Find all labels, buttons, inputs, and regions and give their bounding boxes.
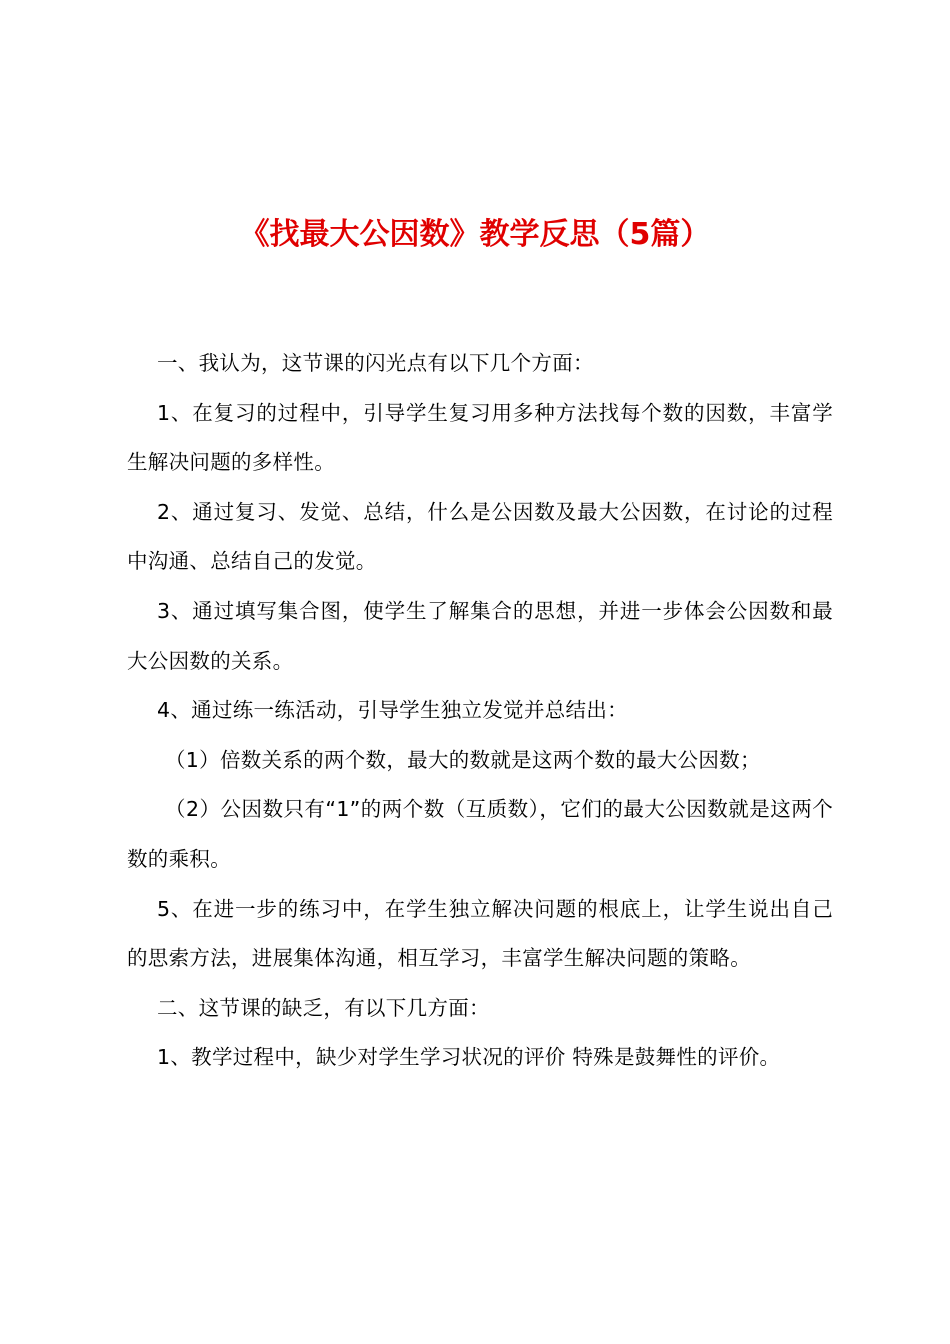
document-body	[127, 339, 833, 1083]
paragraph-subpoint-1: （1）倍数关系的两个数，最大的数就是这两个数的最大公因数；	[165, 747, 761, 772]
paragraph-point-5: 5、在进一步的练习中，在学生独立解决问题的根底上，让学生说出自己的思索方法，进展集体沟通，相互学习，丰富学生解决问题的策略。	[127, 896, 833, 971]
paragraph-point-3: 3、通过填写集合图，使学生了解集合的思想，并进一步体会公因数和最大公因数的关系。	[127, 598, 833, 673]
document-title: 《找最大公因数》教学反思（5篇）	[239, 217, 711, 252]
paragraph-point-1: 1、在复习的过程中，引导学生复习用多种方法找每个数的因数，丰富学生解决问题的多样性。	[127, 400, 833, 475]
paragraph-subpoint-2: （2）公因数只有“1”的两个数（互质数），它们的最大公因数就是这两个数的乘积。	[127, 797, 833, 871]
paragraph-shortcoming-1: 1、教学过程中，缺少对学生学习状况的评价 特殊是鼓舞性的评价。	[157, 1045, 781, 1070]
paragraph-point-2: 2、通过复习、发觉、总结，什么是公因数及最大公因数，在讨论的过程中沟通、总结自己的发觉。	[127, 499, 833, 574]
paragraph-point-4: 4、通过练一练活动，引导学生独立发觉并总结出：	[157, 698, 628, 723]
paragraph-shortcomings-heading: 二、这节课的缺乏，有以下几方面：	[157, 995, 490, 1020]
paragraph-highlights-heading: 一、我认为，这节课的闪光点有以下几个方面：	[157, 351, 594, 375]
